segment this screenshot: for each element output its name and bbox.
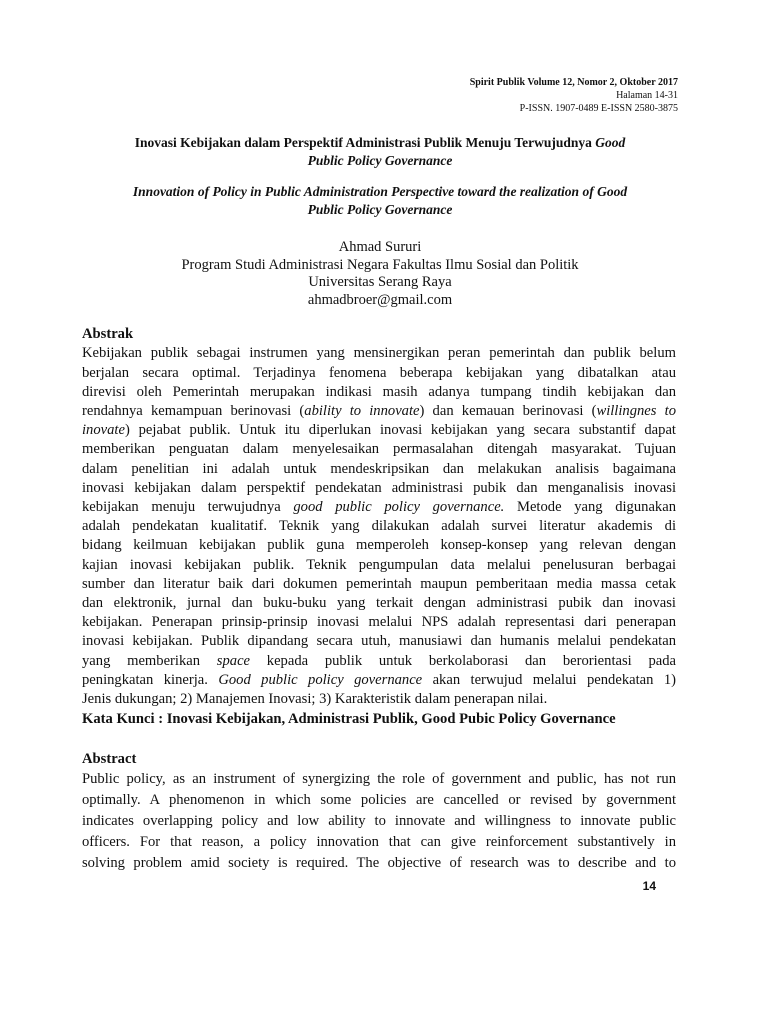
text-segment: rendahnya kemampuan berinovasi ( [82, 402, 305, 419]
title-line: Inovasi Kebijakan dalam Perspektif Administrasi Publik Menuju Terwujudnya [134, 135, 596, 150]
text-segment: adalah pendekatan kualitatif. Teknik yang dilakukan adalah survei literatur akademis di [82, 518, 676, 535]
title-italic: Good [595, 135, 626, 150]
text-line [82, 613, 676, 632]
text-segment: memberikan penguatan dalam menyelesaikan permasalahan ditengah masyarakat. Tujuan [82, 441, 676, 458]
text-line [82, 536, 676, 555]
text-segment: dalam penelitian ini adalah untuk mendeskripsikan dan melakukan analisis bagaimana [82, 460, 676, 477]
italic-text: willingnes to [596, 402, 676, 419]
abstrak-body [82, 344, 676, 709]
italic-text: space [216, 652, 251, 669]
text-segment: kajian inovasi kebijakan publik. Teknik pengumpulan data melalui penelusuran berbagai [82, 556, 676, 573]
text-line [82, 832, 676, 853]
abstrak-section [82, 324, 676, 729]
text-segment: akan terwujud melalui pendekatan 1) [422, 671, 676, 688]
text-line [82, 402, 676, 421]
text-segment: Public policy, as an instrument of synergizing the role of government and public, has not run [82, 771, 676, 788]
text-segment: inovasi kebijakan. Publik dipandang secara utuh, manusiawi dan humanis melalui pendekatan [82, 633, 676, 650]
abstract-heading: Abstract [82, 751, 137, 768]
text-line [82, 690, 676, 709]
text-segment: kepada publik untuk berkolaborasi dan berorientasi pada [250, 652, 676, 669]
author-program: Program Studi Administrasi Negara Fakultas Ilmu Sosial dan Politik [181, 256, 579, 273]
document-page [72, 76, 688, 894]
author-name: Ahmad Sururi [338, 239, 422, 255]
page-range: Halaman 14-31 [616, 90, 678, 101]
text-segment: kebijakan menuju terwujudnya [82, 499, 294, 515]
italic-text: inovate [82, 422, 125, 439]
text-segment: yang memberikan [82, 652, 217, 669]
text-line [82, 517, 676, 536]
text-line [82, 790, 676, 811]
text-line [82, 479, 676, 498]
author-block [72, 239, 688, 309]
author-university: Universitas Serang Raya [308, 274, 452, 291]
text-line [82, 344, 676, 363]
text-segment: berjalan secara optimal. Terjadinya fenomena beberapa kebijakan yang dibatalkan atau [82, 364, 676, 381]
text-line [82, 671, 676, 690]
abstract-section [82, 749, 676, 874]
text-line [82, 769, 676, 790]
text-segment: inovasi kebijakan dalam perspektif pendekatan administrasi pubik dan menganalisis inovasi [82, 479, 676, 496]
journal-volume: Spirit Publik Volume 12, Nomor 2, Oktober 2017 [469, 77, 678, 88]
text-segment: solving problem amid society is required. The objective of research was to describe and to [82, 855, 676, 872]
text-segment: Metode yang digunakan [504, 499, 676, 515]
text-segment: bidang keilmuan kebijakan publik guna memperoleh konsep-konsep yang relevan dengan [82, 537, 676, 554]
text-line [82, 853, 676, 874]
text-segment: ) dan kemauan berinovasi ( [419, 402, 597, 419]
text-segment: officers. For that reason, a policy innovation that can give reinforcement substantively in [82, 834, 676, 851]
abstrak-heading: Abstrak [82, 326, 134, 343]
title-english [72, 183, 688, 219]
title-line: Public Policy Governance [307, 153, 453, 168]
italic-text: Good public policy governance [218, 671, 423, 688]
text-segment: peningkatan kinerja. [82, 671, 219, 688]
issn: P-ISSN. 1907-0489 E-ISSN 2580-3875 [519, 103, 678, 114]
text-segment: Jenis dukungan; 2) Manajemen Inovasi; 3) Karakteristik dalam penerapan nilai. [82, 691, 548, 708]
page-number: 14 [642, 879, 656, 894]
text-segment: indicates overlapping policy and low ability to innovate and willingness to innovate public [82, 813, 676, 830]
keywords: Kata Kunci : Inovasi Kebijakan, Administrasi Publik, Good Pubic Policy Governance [82, 711, 616, 728]
italic-text: good public policy governance. [293, 499, 505, 515]
text-line [82, 460, 676, 479]
text-line [82, 440, 676, 459]
title-line: Innovation of Policy in Public Administration Perspective toward the realization of Good [132, 184, 628, 199]
text-line [82, 575, 676, 594]
text-segment: kebijakan. Penerapan prinsip-prinsip inovasi melalui NPS adalah representasi dari penerapan [82, 614, 676, 631]
text-line [82, 632, 676, 651]
text-line [82, 652, 676, 671]
text-line [82, 811, 676, 832]
text-segment: ) pejabat publik. Untuk itu diperlukan inovasi kebijakan yang secara substantif dapat [124, 422, 676, 439]
text-segment: Kebijakan publik sebagai instrumen yang mensinergikan peran pemerintah dan publik belum [82, 345, 676, 362]
author-email: ahmadbroer@gmail.com [307, 291, 453, 308]
italic-text: ability to innovate [304, 402, 420, 419]
text-line [82, 556, 676, 575]
abstract-body [82, 769, 676, 874]
text-line [82, 498, 676, 517]
text-segment: direvisi oleh Pemerintah merupakan indikasi masih adanya tumpang tindih kebijakan dan [82, 383, 676, 400]
text-segment: optimally. A phenomenon in which some policies are cancelled or revised by government [82, 792, 676, 809]
title-indonesian [72, 134, 688, 170]
text-line [82, 364, 676, 383]
text-segment: dan elektronik, jurnal dan buku-buku yang terkait dengan administrasi pubik dan inovasi [82, 595, 676, 612]
text-line [82, 421, 676, 440]
title-line: Public Policy Governance [307, 202, 453, 217]
text-line [82, 383, 676, 402]
text-line [82, 594, 676, 613]
text-segment: sumber dan literatur baik dari dokumen pemerintah maupun pemberitaan media massa cetak [82, 575, 676, 592]
journal-header [72, 76, 688, 115]
